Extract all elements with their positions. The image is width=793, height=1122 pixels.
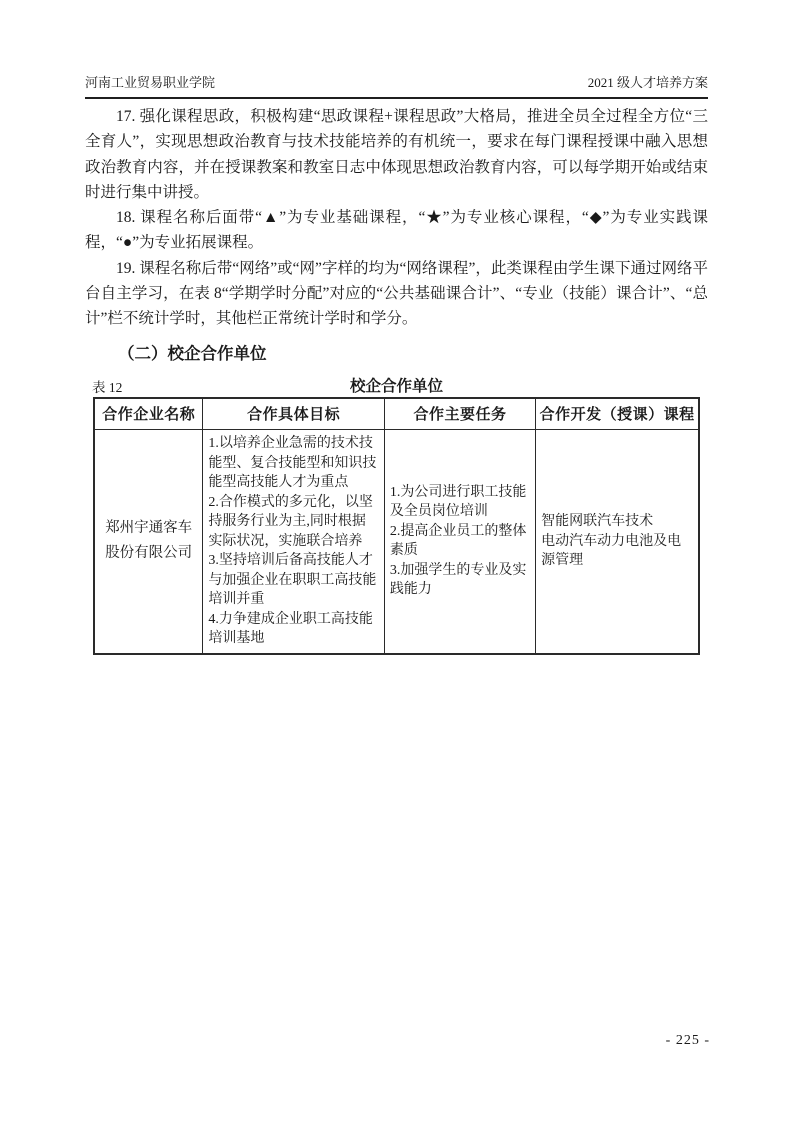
cell-company: 郑州宇通客车股份有限公司 bbox=[94, 430, 203, 654]
course-item: 智能网联汽车技术 bbox=[541, 514, 654, 530]
table-caption bbox=[85, 374, 708, 394]
paragraph-18: 18. 课程名称后面带“▲”为专业基础课程，“★”为专业核心课程，“◆”为专业实践课程，“●”为专业拓展课程。 bbox=[85, 209, 708, 252]
course-item: 电动汽车动力电池及电源管理 bbox=[541, 533, 682, 569]
cell-tasks bbox=[384, 430, 535, 654]
goal-item: 3.坚持培训后备高技能人才与加强企业在职职工高技能培训并重 bbox=[208, 553, 377, 608]
courses-list bbox=[541, 512, 693, 571]
page-number: - 225 - bbox=[665, 1033, 710, 1048]
header-goals: 合作具体目标 bbox=[203, 398, 385, 430]
task-item: 1.为公司进行职工技能及全员岗位培训 bbox=[389, 484, 527, 520]
goal-item: 2.合作模式的多元化，以坚持服务行业为主,同时根据实际状况，实施联合培养 bbox=[208, 494, 373, 549]
header-plan-name: 2021 级人才培养方案 bbox=[587, 75, 708, 90]
task-item: 2.提高企业员工的整体素质 bbox=[389, 523, 527, 559]
paragraph-19: 19. 课程名称后带“网络”或“网”字样的均为“网络课程”，此类课程由学生课下通过网络平台自主学习，在表 8“学期学时分配”对应的“公共基础课合计”、“专业（技能）课合计”、“总计”栏不统计学时，其他栏正常统计学时和学分。 bbox=[85, 259, 708, 328]
section-heading: （二）校企合作单位 bbox=[118, 343, 267, 363]
tasks-list bbox=[390, 483, 530, 600]
header-tasks: 合作主要任务 bbox=[384, 398, 535, 430]
table-title: 校企合作单位 bbox=[349, 377, 443, 395]
table-label: 表 12 bbox=[92, 379, 123, 395]
header-school-name: 河南工业贸易职业学院 bbox=[85, 75, 216, 90]
table-row bbox=[94, 430, 699, 654]
cell-goals bbox=[203, 430, 385, 654]
table-header-row bbox=[94, 398, 699, 430]
paragraph-17: 17. 强化课程思政，积极构建“思政课程+课程思政”大格局，推进全员全过程全方位“三全育人”，实现思想政治教育与技术技能培养的有机统一，要求在每门课程授课中融入思想政治教育内容，并在授课教案和教室日志中体现思想政治教育内容，可以每学期开始或结束时进行集中讲授。 bbox=[85, 108, 708, 201]
goals-list bbox=[208, 434, 379, 649]
page-body bbox=[85, 104, 708, 655]
goal-item: 1.以培养企业急需的技术技能型、复合技能型和知识技能型高技能人才为重点 bbox=[208, 436, 377, 491]
cell-courses bbox=[536, 430, 699, 654]
header-courses: 合作开发（授课）课程 bbox=[536, 398, 699, 430]
cooperation-table bbox=[93, 397, 700, 655]
header-company: 合作企业名称 bbox=[94, 398, 203, 430]
goal-item: 4.力争建成企业职工高技能培训基地 bbox=[208, 611, 373, 647]
running-header bbox=[85, 72, 708, 99]
task-item: 3.加强学生的专业及实践能力 bbox=[389, 562, 527, 598]
